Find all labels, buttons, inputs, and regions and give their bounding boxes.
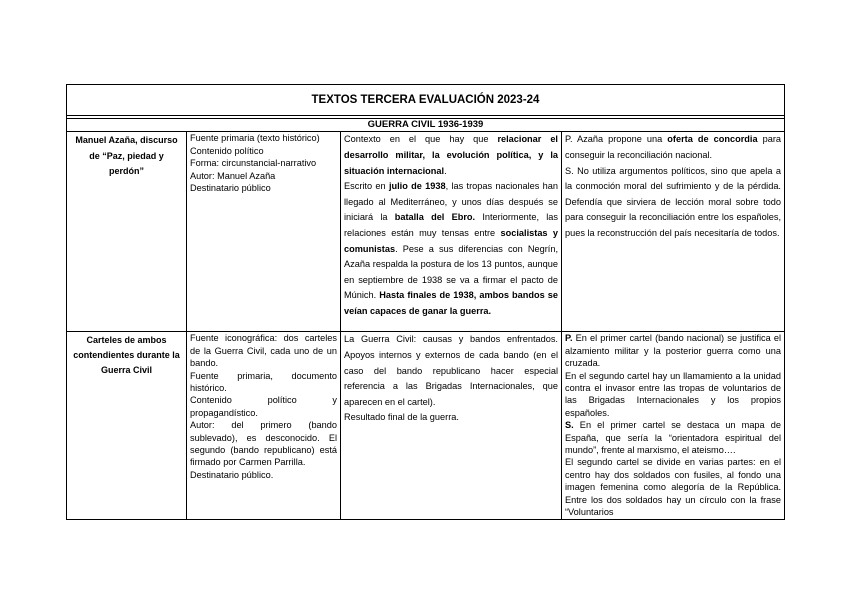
classification-line: Contenido político y propagandístico.	[190, 395, 337, 418]
classification-line: Forma: circunstancial-narrativo	[190, 158, 317, 169]
classification-line: Autor: Manuel Azaña	[190, 170, 276, 181]
context-paragraph: Escrito en julio de 1938, las tropas nacionales han llegado al Mediterráneo, y unos días después se iniciará la batalla del Ebro. Interiormente, las relaciones están muy tensas entre socialistas y comunistas. Pese a sus diferencias con Negrín, Azaña respalda la postura de los 13 puntos, aunque en septiembre de 1938 se va a firmar el pacto de Múnich. Hasta finales de 1938, ambos bandos se veían capaces de ganar la guerra.	[344, 181, 559, 316]
section-row	[67, 119, 785, 132]
classification-line: Destinatario público.	[190, 469, 274, 480]
context-cell	[341, 332, 562, 519]
classification-cell	[187, 132, 341, 332]
context-cell	[341, 132, 562, 332]
analysis-cell	[562, 132, 785, 332]
text-name-cell	[67, 132, 187, 332]
table-row-carteles	[67, 332, 785, 519]
analysis-paragraph: S. En el primer cartel se destaca un mapa de España, que sería la “orientadora espiritual del mundo”, frente al marxismo, el ateismo….	[565, 420, 781, 456]
texts-table	[66, 84, 785, 520]
text-name: Manuel Azaña, discurso de “Paz, piedad y perdón”	[75, 135, 178, 177]
document-title: TEXTOS TERCERA EVALUACIÓN 2023-24	[67, 85, 785, 116]
text-name-cell	[67, 332, 187, 519]
classification-line: Fuente iconográfica: dos carteles de la Guerra Civil, cada uno de un bando.	[190, 333, 337, 369]
analysis-paragraph: S. No utiliza argumentos políticos, sino que apela a la conmoción moral del sufrimiento y de la pérdida. Defendía que sirviera de lección moral sobre todo para conseguir la reconciliación entre los españoles, pues la reconstrucción del país necesitaría de todos.	[565, 165, 781, 238]
classification-line: Autor: del primero (bando sublevado), es desconocido. El segundo (bando republicano) está firmado por Carmen Parrilla.	[190, 420, 337, 468]
section-title: GUERRA CIVIL 1936-1939	[67, 119, 785, 132]
analysis-paragraph: P. En el primer cartel (bando nacional) se justifica el alzamiento militar y la posterior guerra como una cruzada.	[565, 333, 781, 369]
context-paragraph: Contexto en el que hay que relacionar el desarrollo militar, la evolución política, y la situación internacional.	[344, 134, 558, 176]
text-name: Carteles de ambos contendientes durante la Guerra Civil	[73, 335, 180, 376]
title-row	[67, 85, 785, 116]
classification-line: Fuente primaria, documento histórico.	[190, 370, 337, 394]
analysis-cell	[562, 332, 785, 519]
classification-line: Destinatario público	[190, 183, 271, 194]
context-paragraph: La Guerra Civil: causas y bandos enfrentados. Apoyos internos y externos de cada bando (en el caso del bando republicano hacer especial referencia a las Brigadas Internacionales, que aparecen en el cartel).	[344, 334, 558, 407]
analysis-paragraph: P. Azaña propone una oferta de concordia para conseguir la reconciliación nacional.	[565, 134, 782, 160]
classification-line: Fuente primaria (texto histórico)	[190, 133, 320, 144]
classification-cell	[187, 332, 341, 519]
table-row-azana	[67, 132, 785, 332]
analysis-paragraph: En el segundo cartel hay un llamamiento a la unidad contra el invasor entre las tropas de voluntarios de las Brigadas Internacionales y los propios españoles.	[565, 370, 781, 418]
classification-line: Contenido político	[190, 145, 264, 156]
context-paragraph: Resultado final de la guerra.	[344, 412, 459, 423]
analysis-paragraph: El segundo cartel se divide en varias partes: en el centro hay dos soldados con fusiles, al fondo una imagen femenina como alegoría de la República. Entre los dos soldados hay un círculo con la frase “Voluntarios	[565, 457, 781, 518]
